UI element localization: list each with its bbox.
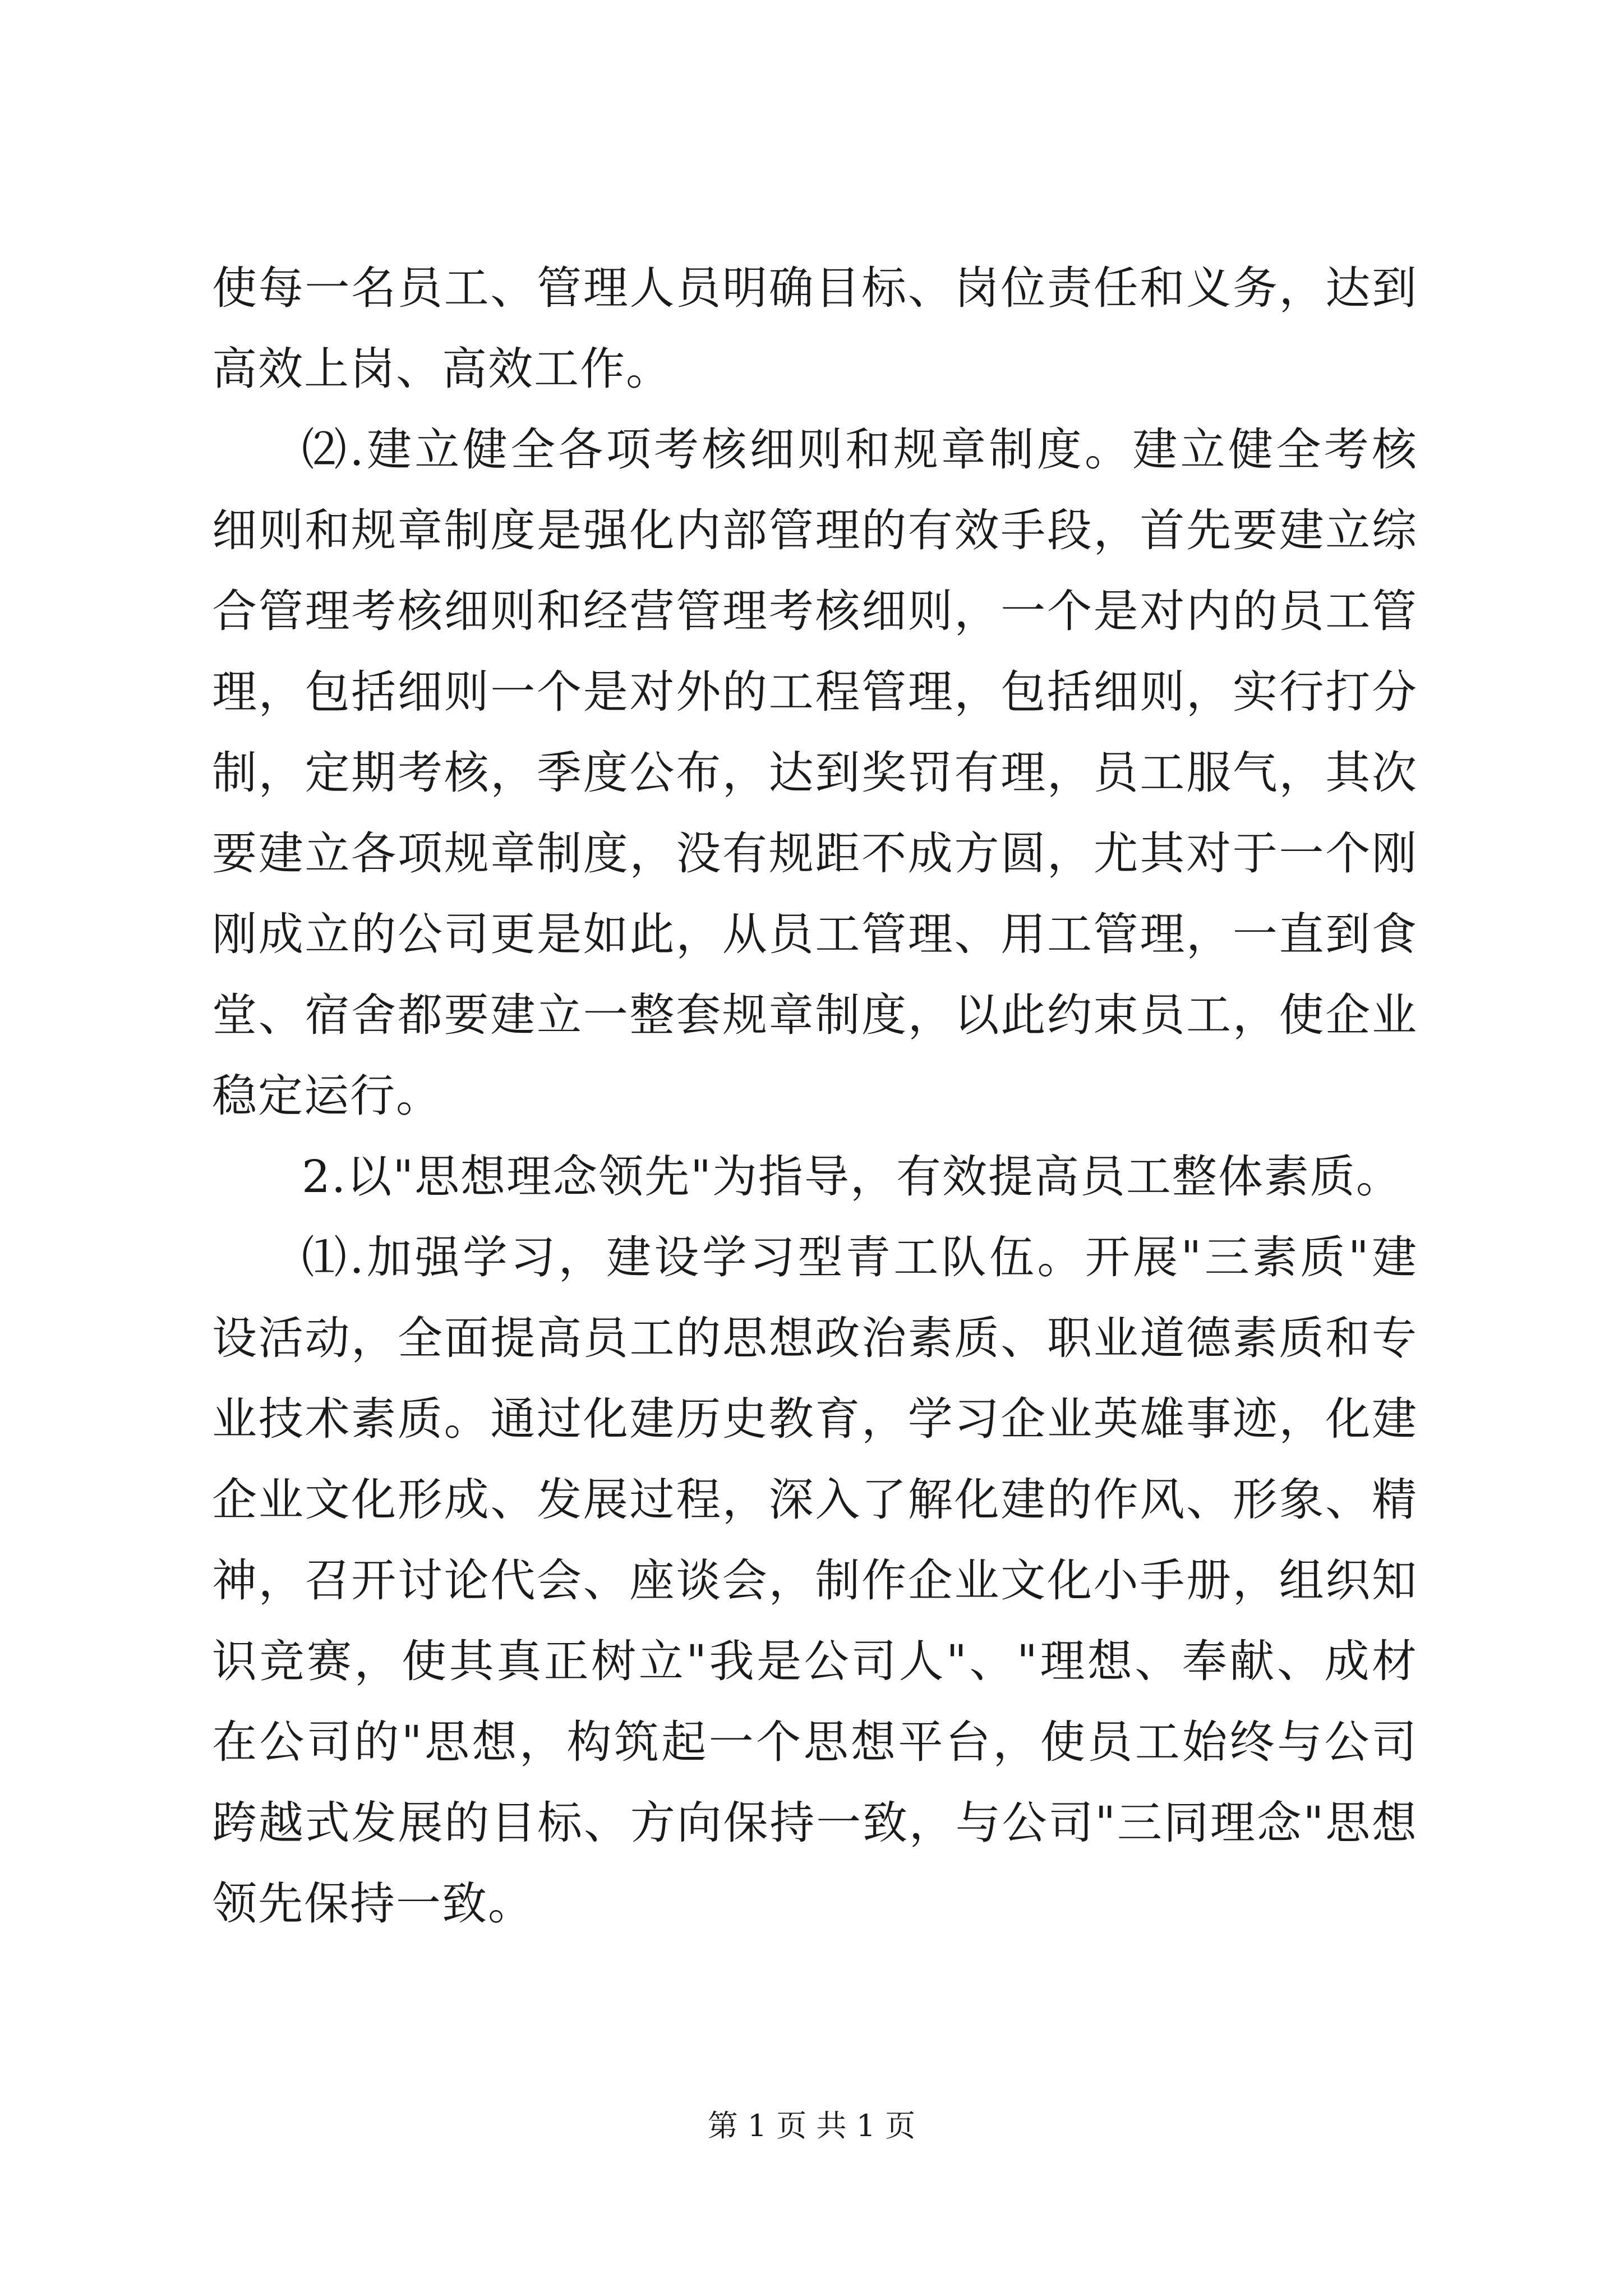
paragraph-section-heading: 2.以"思想理念领先"为指导，有效提高员工整体素质。 <box>302 1151 1402 1203</box>
paragraph-learning-team: ⑴.加强学习，建设学习型青工队伍。开展"三素质"建设活动，全面提高员工的思想政治素质、职业道德素质和专业技术素质。通过化建历史教育，学习企业英雄事迹，化建企业文化形成、发展过程，深入了解化建的作风、形象、精神，召开讨论代会、座谈会，制作企业文化小手册，组织知识竞赛，使其真正树立"我是公司人"、"理想、奉献、成材在公司的"思想，构筑起一个思想平台，使员工始终与公司跨越式发展的目标、方向保持一致，与公司"三同理念"思想领先保持一致。 <box>212 1231 1418 1930</box>
paragraph-continuation: 使每一名员工、管理人员明确目标、岗位责任和义务，达到高效上岗、高效工作。 <box>212 262 1418 395</box>
document-body <box>212 248 1418 1944</box>
paragraph-rules-and-regulations: ⑵.建立健全各项考核细则和规章制度。建立健全考核细则和规章制度是强化内部管理的有效手段，首先要建立综合管理考核细则和经营管理考核细则，一个是对内的员工管理，包括细则一个是对外的工程管理，包括细则，实行打分制，定期考核，季度公布，达到奖罚有理，员工服气，其次要建立各项规章制度，没有规距不成方圆，尤其对于一个刚刚成立的公司更是如此，从员工管理、用工管理，一直到食堂、宿舍都要建立一整套规章制度，以此约束员工，使企业稳定运行。 <box>212 424 1418 1122</box>
page-footer: 第 1 页 共 1 页 <box>707 2108 916 2143</box>
